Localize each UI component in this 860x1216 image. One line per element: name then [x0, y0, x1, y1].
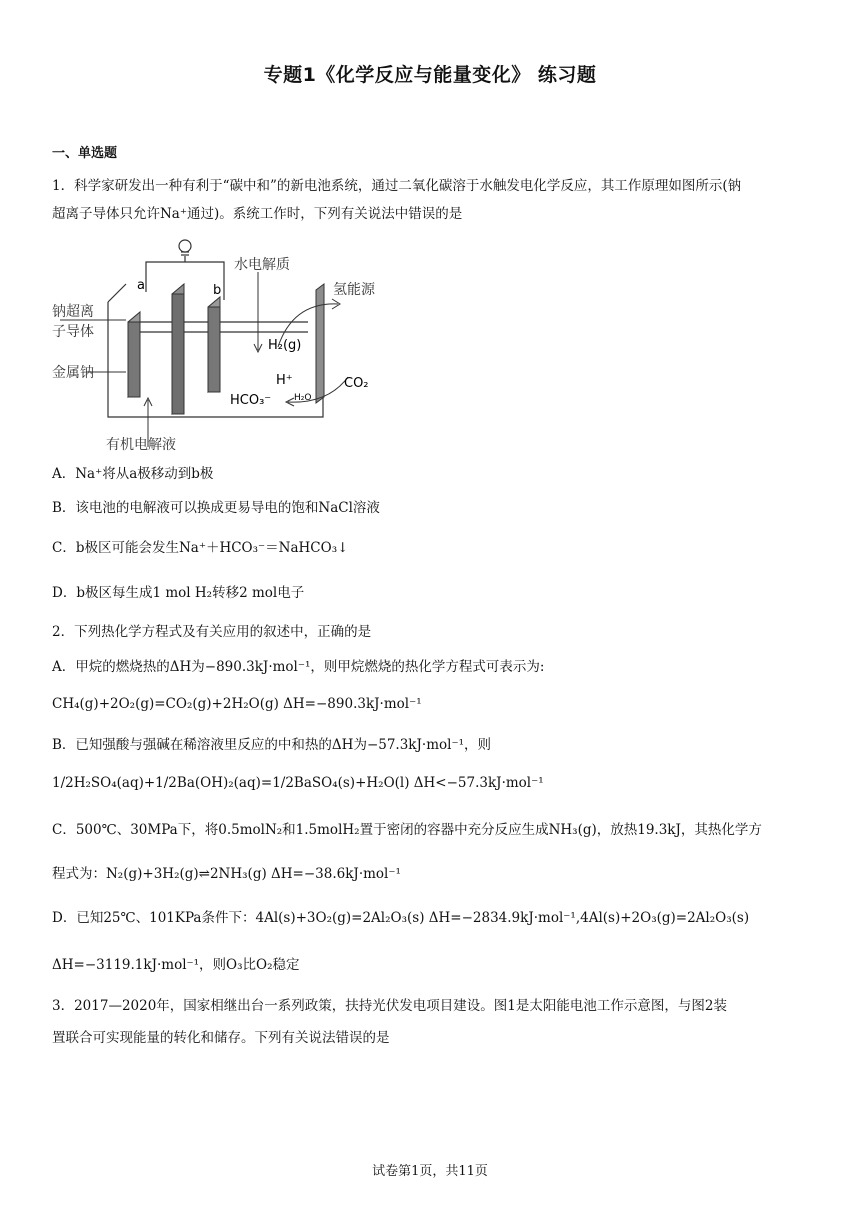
electrode-a [128, 322, 140, 397]
q2-option-b: B．已知强酸与强碱在稀溶液里反应的中和热的ΔH为−57.3kJ·mol⁻¹，则 [52, 737, 491, 753]
label-h2o: H₂O [294, 393, 312, 403]
q3-stem-line2: 置联合可实现能量的转化和储存。下列有关说法错误的是 [52, 1030, 390, 1046]
q1-option-c: C．b极区可能会发生Na⁺＋HCO₃⁻＝NaHCO₃↓ [52, 540, 349, 556]
label-hco3: HCO₃⁻ [230, 393, 272, 408]
q3-stem-line1: 3．2017—2020年，国家相继出台一系列政策，扶持光伏发电项目建设。图1是太阳能电池工作示意图，与图2装 [52, 998, 727, 1014]
electrode-b [208, 307, 220, 392]
label-na-conductor-2: 子导体 [52, 324, 94, 340]
q2-option-c-line1: C．500℃、30MPa下，将0.5molN₂和1.5molH₂置于密闭的容器中充分反应生成NH₃(g)，放热19.3kJ，其热化学方 [52, 822, 762, 838]
page-title: 专题1《化学反应与能量变化》 练习题 [263, 64, 597, 86]
label-hydrogen-source: 氢能源 [333, 282, 375, 298]
q2-option-c-line2: 程式为：N₂(g)+3H₂(g)⇌2NH₃(g) ΔH=−38.6kJ·mol⁻¹ [52, 866, 401, 882]
label-hplus: H⁺ [276, 373, 293, 388]
bulb-icon [179, 240, 191, 252]
label-na-conductor-1: 钠超离 [52, 304, 94, 320]
q1-option-d: D．b极区每生成1 mol H₂转移2 mol电子 [52, 585, 305, 601]
q2-stem: 2．下列热化学方程式及有关应用的叙述中，正确的是 [52, 624, 372, 640]
q2-option-b-equation: 1/2H₂SO₄(aq)+1/2Ba(OH)₂(aq)=1/2BaSO₄(s)+H₂O(l) ΔH<−57.3kJ·mol⁻¹ [52, 775, 544, 791]
label-co2: CO₂ [344, 376, 369, 391]
q1-option-b: B．该电池的电解液可以换成更易导电的饱和NaCl溶液 [52, 500, 380, 516]
q1-option-a: A．Na⁺将从a极移动到b极 [52, 466, 214, 482]
section-heading: 一、单选题 [52, 146, 118, 161]
label-organic-electrolyte: 有机电解液 [106, 437, 176, 453]
q2-option-a: A．甲烷的燃烧热的ΔH为−890.3kJ·mol⁻¹，则甲烷燃烧的热化学方程式可表示为: [52, 659, 545, 675]
q1-stem-line1: 1．科学家研发出一种有利于“碳中和”的新电池系统，通过二氧化碳溶于水触发电化学反应，其工作原理如图所示(钠 [52, 178, 742, 194]
q1-stem-line2: 超离子导体只允许Na⁺通过)。系统工作时，下列有关说法中错误的是 [52, 206, 463, 222]
q2-option-a-equation: CH₄(g)+2O₂(g)=CO₂(g)+2H₂O(g) ΔH=−890.3kJ·mol⁻¹ [52, 696, 422, 712]
q2-option-d-line2: ΔH=−3119.1kJ·mol⁻¹，则O₃比O₂稳定 [52, 957, 300, 973]
label-a: a [137, 278, 145, 293]
label-metal-na: 金属钠 [52, 365, 94, 381]
label-water-electrolyte: 水电解质 [234, 257, 290, 273]
page-footer: 试卷第1页，共11页 [372, 1164, 488, 1179]
label-h2g: H₂(g) [268, 338, 302, 353]
battery-diagram [48, 232, 388, 457]
label-b: b [213, 283, 222, 298]
na-conductor [172, 294, 184, 414]
q2-option-d-line1: D．已知25℃、101KPa条件下：4Al(s)+3O₂(g)=2Al₂O₃(s) ΔH=−2834.9kJ·mol⁻¹,4Al(s)+2O₃(g)=2Al₂O₃(s) [52, 910, 750, 926]
